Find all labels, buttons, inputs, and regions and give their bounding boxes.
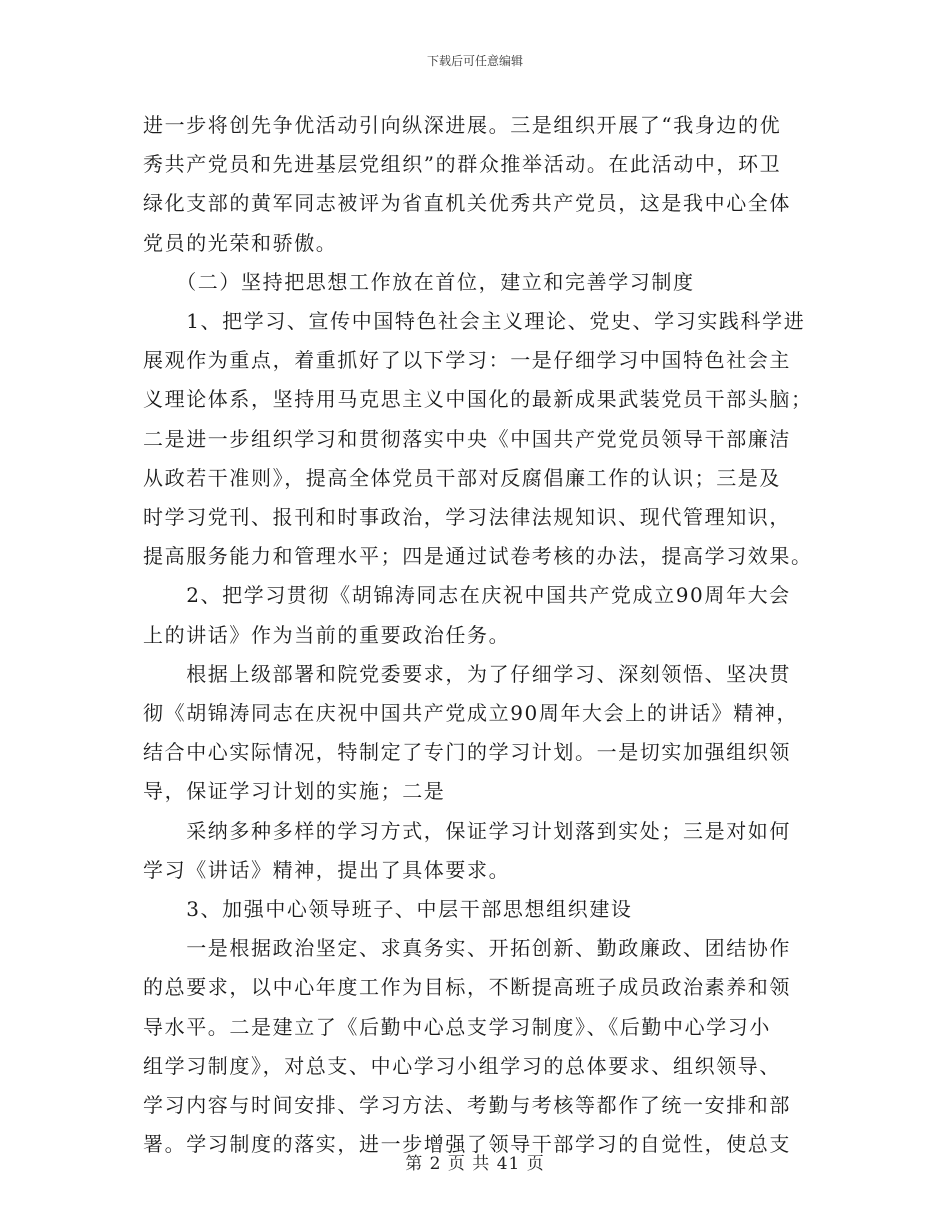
text-line: 结合中心实际情况，特制定了专门的学习计划。一是切实加强组织领 [143, 740, 791, 765]
page-header: 下载后可任意编辑 [426, 54, 523, 68]
page-footer: 第 2 页 共 41 页 [405, 1154, 545, 1174]
text-line: 导，保证学习计划的实施；二是 [143, 779, 446, 804]
text-line: 3、加强中心领导班子、中层干部思想组织建设 [143, 897, 633, 922]
text-line: 展观作为重点，着重抓好了以下学习：一是仔细学习中国特色社会主 [143, 348, 791, 373]
text-line: 一是根据政治坚定、求真务实、开拓创新、勤政廉政、团结协作 [143, 936, 791, 961]
text-line: （二）坚持把思想工作放在首位，建立和完善学习制度 [143, 269, 695, 294]
text-line: 的总要求，以中心年度工作为目标，不断提高班子成员政治素养和领 [143, 975, 791, 1000]
text-line: 党员的光荣和骄傲。 [143, 230, 338, 255]
text-line: 从政若干准则》，提高全体党员干部对反腐倡廉工作的认识；三是及 [143, 465, 781, 490]
text-line: 根据上级部署和院党委要求，为了仔细学习、深刻领悟、坚决贯 [143, 661, 791, 686]
text-line: 义理论体系，坚持用马克思主义中国化的最新成果武装党员干部头脑； [143, 387, 813, 412]
text-line: 2、把学习贯彻《胡锦涛同志在庆祝中国共产党成立90周年大会 [143, 583, 791, 608]
text-line: 彻《胡锦涛同志在庆祝中国共产党成立90周年大会上的讲话》精神， [143, 701, 799, 726]
text-line: 导水平。二是建立了《后勤中心总支学习制度》、《后勤中心学习小 [143, 1014, 771, 1039]
document-body [143, 106, 813, 1164]
text-line: 1、把学习、宣传中国特色社会主义理论、党史、学习实践科学进 [143, 309, 806, 334]
text-line: 时学习党刊、报刊和时事政治，学习法律法规知识、现代管理知识， [143, 505, 791, 530]
text-line: 署。学习制度的落实，进一步增强了领导干部学习的自觉性，使总支 [143, 1132, 791, 1157]
text-line: 组学习制度》，对总支、中心学习小组学习的总体要求、组织领导、 [143, 1053, 781, 1078]
text-line: 进一步将创先争优活动引向纵深进展。三是组织开展了“我身边的优 [143, 113, 782, 137]
text-line: 二是进一步组织学习和贯彻落实中央《中国共产党党员领导干部廉洁 [143, 426, 791, 451]
text-line: 学习《讲话》精神，提出了具体要求。 [143, 857, 511, 882]
text-line: 上的讲话》作为当前的重要政治任务。 [143, 622, 511, 647]
text-line: 提高服务能力和管理水平；四是通过试卷考核的办法，提高学习效果。 [143, 544, 813, 569]
text-line: 绿化支部的黄军同志被评为省直机关优秀共产党员，这是我中心全体 [143, 191, 791, 216]
text-line: 学习内容与时间安排、学习方法、考勤与考核等都作了统一安排和部 [143, 1093, 791, 1118]
text-line: 秀共产党员和先进基层党组织”的群众推举活动。在此活动中，环卫 [143, 152, 782, 177]
text-line: 采纳多种多样的学习方式，保证学习计划落到实处；三是对如何 [143, 818, 791, 843]
